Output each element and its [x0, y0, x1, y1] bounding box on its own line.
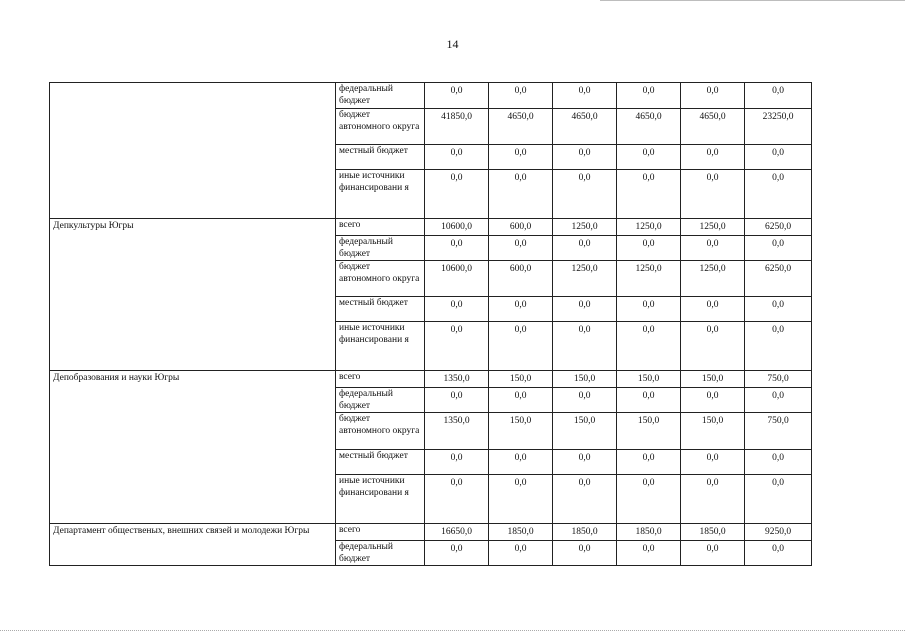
value-cell: 150,0 [489, 371, 553, 388]
value-cell: 150,0 [553, 413, 617, 450]
value-cell: 0,0 [617, 83, 681, 109]
value-cell: 10600,0 [425, 261, 489, 297]
value-cell: 0,0 [489, 475, 553, 524]
funding-source-cell: федеральный бюджет [336, 388, 425, 413]
value-cell: 0,0 [425, 170, 489, 219]
value-cell: 0,0 [617, 236, 681, 261]
scan-artifact-bottom [0, 630, 905, 632]
value-cell: 0,0 [617, 541, 681, 566]
value-cell: 0,0 [489, 236, 553, 261]
table-row [50, 83, 812, 109]
value-cell: 0,0 [553, 388, 617, 413]
value-cell: 0,0 [681, 541, 745, 566]
value-cell: 0,0 [745, 450, 812, 475]
table-row [50, 219, 812, 236]
value-cell: 0,0 [681, 170, 745, 219]
funding-source-cell: бюджет автономного округа [336, 261, 425, 297]
funding-source-cell: федеральный бюджет [336, 236, 425, 261]
value-cell: 1250,0 [681, 219, 745, 236]
department-cell: Депкультуры Югры [50, 219, 336, 371]
value-cell: 150,0 [617, 371, 681, 388]
funding-source-cell: бюджет автономного округа [336, 413, 425, 450]
value-cell: 1250,0 [553, 219, 617, 236]
value-cell: 0,0 [617, 388, 681, 413]
page-number: 14 [446, 37, 459, 51]
scan-artifact-top [600, 0, 905, 1]
value-cell: 150,0 [617, 413, 681, 450]
funding-source-cell: иные источники финансировани я [336, 322, 425, 371]
value-cell: 0,0 [553, 541, 617, 566]
value-cell: 0,0 [425, 322, 489, 371]
value-cell: 10600,0 [425, 219, 489, 236]
value-cell: 0,0 [553, 450, 617, 475]
funding-source-cell: всего [336, 371, 425, 388]
value-cell: 4650,0 [553, 109, 617, 145]
value-cell: 16650,0 [425, 524, 489, 541]
value-cell: 0,0 [553, 322, 617, 371]
value-cell: 4650,0 [617, 109, 681, 145]
value-cell: 0,0 [617, 297, 681, 322]
table-row [50, 524, 812, 541]
value-cell: 750,0 [745, 371, 812, 388]
value-cell: 0,0 [745, 541, 812, 566]
value-cell: 0,0 [425, 145, 489, 170]
funding-source-cell: местный бюджет [336, 297, 425, 322]
value-cell: 6250,0 [745, 261, 812, 297]
value-cell: 23250,0 [745, 109, 812, 145]
value-cell: 0,0 [617, 170, 681, 219]
value-cell: 150,0 [553, 371, 617, 388]
value-cell: 0,0 [489, 322, 553, 371]
value-cell: 0,0 [745, 297, 812, 322]
value-cell: 0,0 [553, 297, 617, 322]
value-cell: 0,0 [745, 475, 812, 524]
funding-source-cell: федеральный бюджет [336, 541, 425, 566]
table-row [50, 371, 812, 388]
value-cell: 600,0 [489, 261, 553, 297]
value-cell: 150,0 [681, 413, 745, 450]
value-cell: 600,0 [489, 219, 553, 236]
value-cell: 1850,0 [553, 524, 617, 541]
value-cell: 1250,0 [681, 261, 745, 297]
value-cell: 0,0 [489, 450, 553, 475]
value-cell: 0,0 [489, 145, 553, 170]
value-cell: 0,0 [553, 145, 617, 170]
value-cell: 0,0 [425, 83, 489, 109]
value-cell: 1850,0 [489, 524, 553, 541]
funding-source-cell: бюджет автономного округа [336, 109, 425, 145]
value-cell: 0,0 [489, 83, 553, 109]
funding-source-cell: местный бюджет [336, 450, 425, 475]
value-cell: 0,0 [681, 236, 745, 261]
value-cell: 1250,0 [617, 219, 681, 236]
value-cell: 0,0 [553, 83, 617, 109]
value-cell: 0,0 [745, 83, 812, 109]
value-cell: 0,0 [489, 388, 553, 413]
value-cell: 0,0 [681, 297, 745, 322]
value-cell: 150,0 [681, 371, 745, 388]
value-cell: 0,0 [745, 388, 812, 413]
funding-source-cell: местный бюджет [336, 145, 425, 170]
value-cell: 0,0 [745, 170, 812, 219]
value-cell: 0,0 [489, 170, 553, 219]
value-cell: 0,0 [681, 475, 745, 524]
value-cell: 0,0 [617, 475, 681, 524]
value-cell: 0,0 [617, 450, 681, 475]
value-cell: 1250,0 [553, 261, 617, 297]
value-cell: 0,0 [681, 83, 745, 109]
value-cell: 0,0 [425, 388, 489, 413]
value-cell: 0,0 [425, 450, 489, 475]
value-cell: 0,0 [681, 322, 745, 371]
value-cell: 1350,0 [425, 371, 489, 388]
value-cell: 9250,0 [745, 524, 812, 541]
funding-source-cell: всего [336, 524, 425, 541]
value-cell: 0,0 [553, 170, 617, 219]
value-cell: 1250,0 [617, 261, 681, 297]
value-cell: 0,0 [617, 322, 681, 371]
value-cell: 0,0 [681, 388, 745, 413]
department-cell [50, 83, 336, 219]
value-cell: 0,0 [745, 145, 812, 170]
budget-table [49, 82, 812, 566]
value-cell: 0,0 [553, 236, 617, 261]
value-cell: 0,0 [745, 236, 812, 261]
value-cell: 0,0 [681, 145, 745, 170]
value-cell: 4650,0 [681, 109, 745, 145]
value-cell: 150,0 [489, 413, 553, 450]
value-cell: 0,0 [745, 322, 812, 371]
value-cell: 750,0 [745, 413, 812, 450]
department-cell: Депобразования и науки Югры [50, 371, 336, 524]
value-cell: 0,0 [425, 297, 489, 322]
value-cell: 41850,0 [425, 109, 489, 145]
value-cell: 0,0 [489, 297, 553, 322]
value-cell: 1850,0 [617, 524, 681, 541]
value-cell: 0,0 [489, 541, 553, 566]
funding-source-cell: иные источники финансировани я [336, 170, 425, 219]
value-cell: 6250,0 [745, 219, 812, 236]
value-cell: 0,0 [617, 145, 681, 170]
value-cell: 0,0 [425, 541, 489, 566]
department-cell: Департамент общественых, внешних связей и молодежи Югры [50, 524, 336, 566]
value-cell: 0,0 [425, 475, 489, 524]
value-cell: 1850,0 [681, 524, 745, 541]
value-cell: 4650,0 [489, 109, 553, 145]
value-cell: 0,0 [425, 236, 489, 261]
funding-source-cell: иные источники финансировани я [336, 475, 425, 524]
value-cell: 0,0 [681, 450, 745, 475]
funding-source-cell: федеральный бюджет [336, 83, 425, 109]
value-cell: 1350,0 [425, 413, 489, 450]
value-cell: 0,0 [553, 475, 617, 524]
funding-source-cell: всего [336, 219, 425, 236]
